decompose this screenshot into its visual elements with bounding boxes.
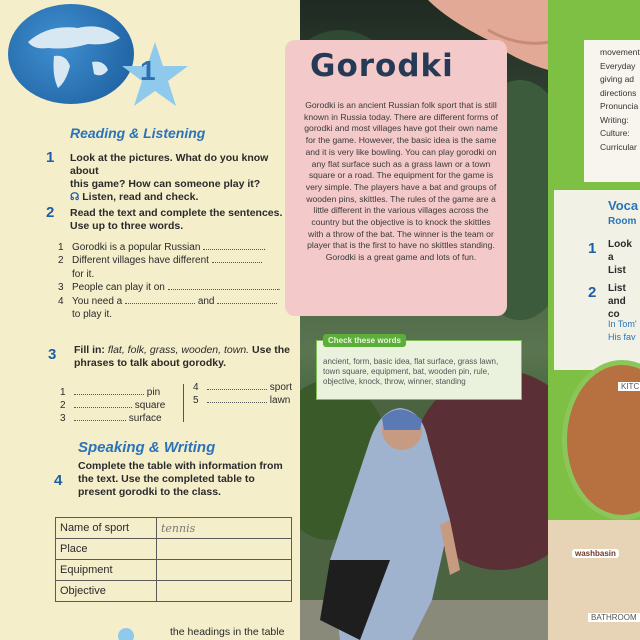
bullet-icon [118,628,134,640]
reading-listening-heading: Reading & Listening [70,125,206,141]
table-cell-place[interactable] [157,539,292,560]
vocab-q2-number: 2 [588,284,597,301]
table-row: Place [56,539,292,560]
vocab-q1-number: 1 [588,240,597,257]
washbasin-label: washbasin [572,549,619,558]
card-body-text: Gorodki is an ancient Russian folk sport that is still known in Russia today. There are different forms of gorodki and most villages have got their own name for the game. However, the basic idea is the same and it is very like bowling. You can play gorodki on any flat surface such as a grass lawn or a town square or a road. The equipment for the game is very simple. The players have a bat and groups of wooden pins, skittles. The rules of the game are a little different in the various villages across the country but the objective is to knock the skittles with a throw of the bat. The winner is the team or player that is the first to have no skittles standing. Gorodki is a great game and lots of fun. [304,100,498,263]
question-4-number: 4 [54,472,63,489]
question-2-text: Read the text and complete the sentences. Use up to three words. [70,207,283,232]
vocab-q2-text: List and co [608,283,626,320]
vocab-note: In Tom' His fav [608,319,637,342]
kitchen-label: KITC [618,382,640,391]
textbook-right-page [548,0,640,640]
table-cell-equipment[interactable] [157,560,292,581]
question-2-number: 2 [46,204,55,221]
table-cell-name[interactable]: tennis [157,518,292,539]
phrase-list-right: 4 sport 5 lawn [193,382,293,406]
sentence-list [58,241,298,321]
divider [183,384,184,422]
card-title: Gorodki [310,48,454,84]
sentence-item: 2 Different villages have different [58,254,298,267]
sentence-item: to play it. [72,309,113,321]
sentence-item: 3 People can play it on . [58,282,281,294]
sport-info-table [55,517,292,602]
speaking-writing-heading: Speaking & Writing [78,439,216,456]
word-box-text: ancient, form, basic idea, flat surface, grass lawn, town square, equipment, bat, wooden pin, rule, objective, knock, throw, winner, standing [323,357,499,386]
sentence-item: for it. [72,268,95,280]
question-1-number: 1 [46,149,55,166]
question-4-text: Complete the table with information from the text. Use the completed table to present gorodki to the class. [78,460,283,498]
table-row: Name of sport tennis [56,518,292,539]
sentence-item: 1 Gorodki is a popular Russian . [58,242,266,253]
table-row: Objective [56,581,292,602]
vocab-heading: Voca [608,198,639,213]
bathroom-picture [548,520,640,640]
bathroom-label: BATHROOM [588,613,640,622]
table-cell-objective[interactable] [157,581,292,602]
phrase-list-left: 1 pin 2 square 3 surface [60,387,166,424]
question-3-text: Fill in: flat, folk, grass, wooden, town. Use the phrases to talk about gorodky. [74,344,290,369]
unit-number: 1 [140,55,156,86]
footer-text: the headings in the table [170,626,285,638]
table-row: Equipment [56,560,292,581]
word-box-label: Check these words [323,334,406,347]
question-1-text: Look at the pictures. What do you know about this game? How can someone play it? ☊ Listen, read and check. [70,152,269,203]
globe-icon [8,4,134,104]
question-3-number: 3 [48,346,57,363]
contents-list: movement Everyday giving ad directions Pronuncia Writing: Culture: Curricular [600,47,640,152]
headphones-icon[interactable]: ☊ [70,191,80,203]
sentence-item: 4 You need a and [58,295,298,308]
textbook-left-page [0,0,305,640]
vocab-subheading: Room [608,216,637,227]
vocab-q1-text: Look a List [608,239,632,276]
